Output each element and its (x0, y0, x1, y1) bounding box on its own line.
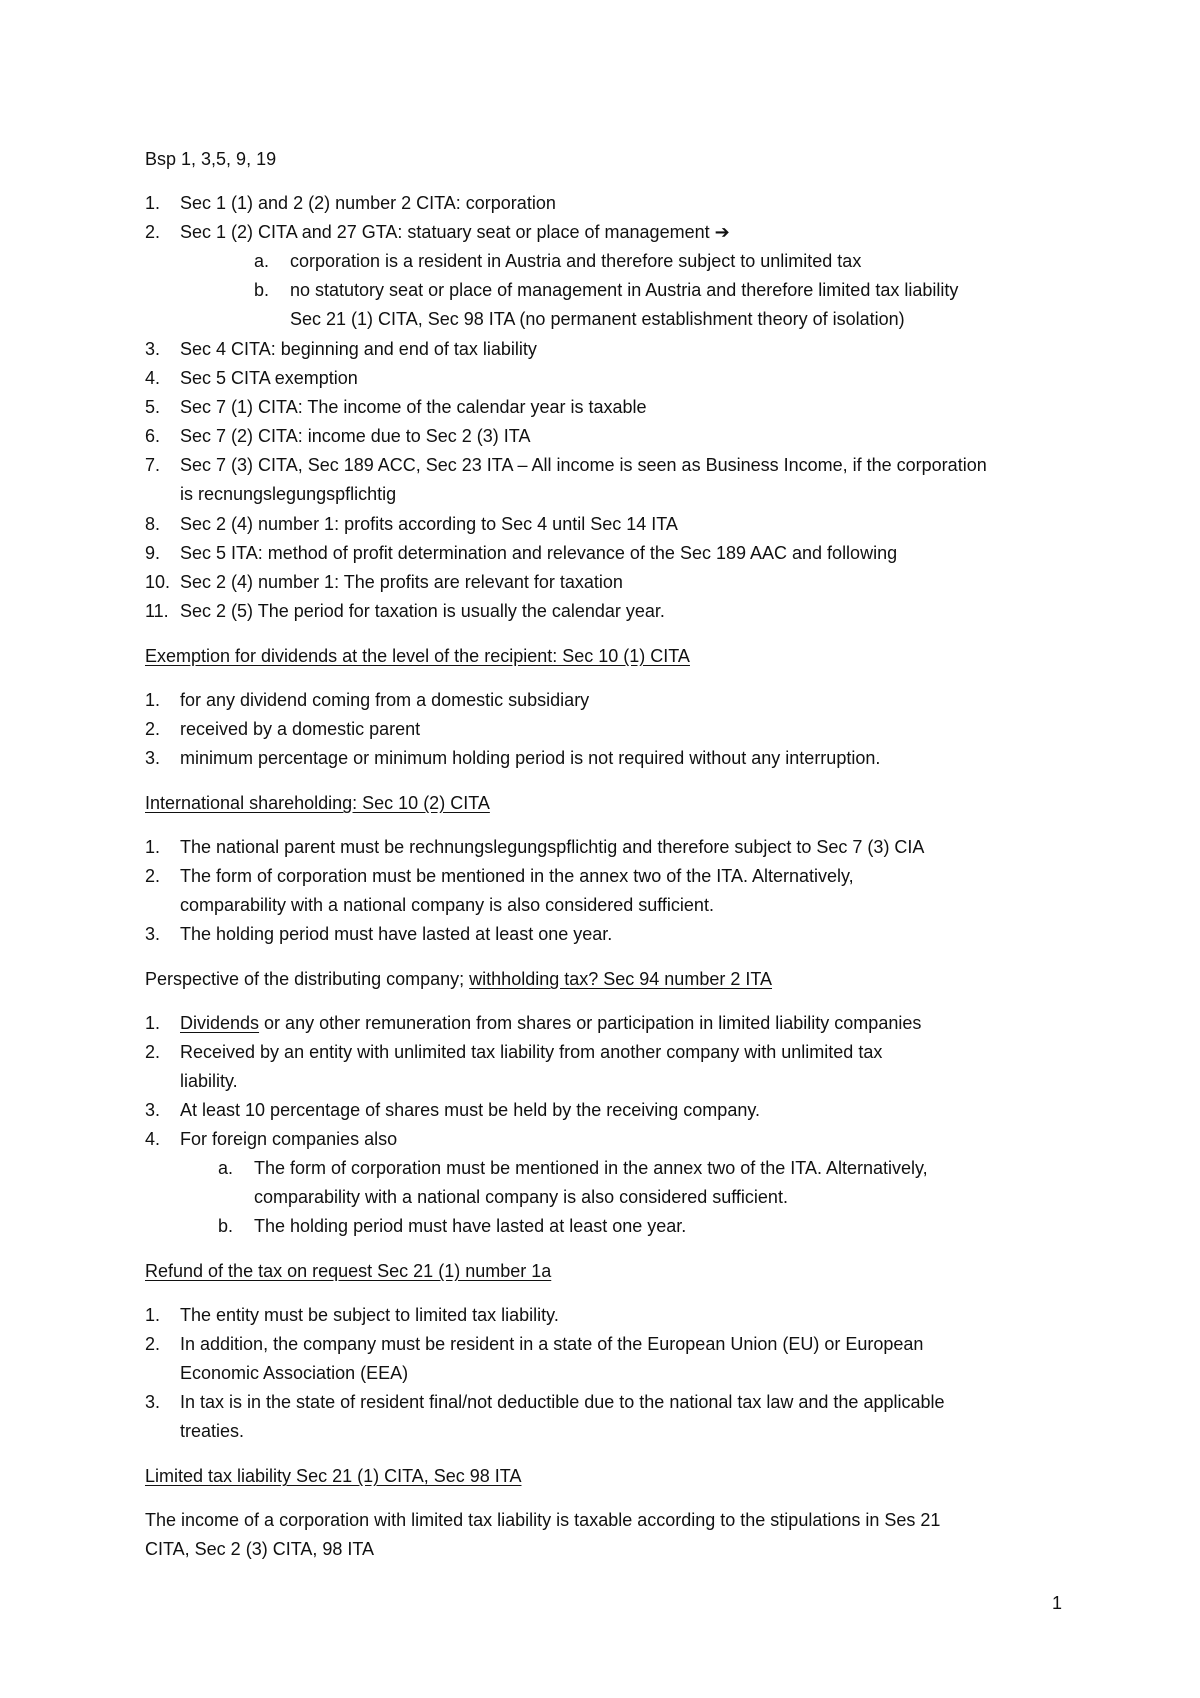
list-item: The holding period must have lasted at least one year. (180, 924, 613, 944)
sublist-letter: a. (218, 1158, 234, 1178)
list-item-continuation: liability. (180, 1071, 238, 1091)
section-heading: International shareholding: Sec 10 (2) CITA (145, 793, 490, 813)
page-number: 1 (1052, 1593, 1063, 1613)
list-number: 3. (145, 1392, 161, 1412)
list-item: The entity must be subject to limited tax liability. (180, 1305, 559, 1325)
list-item: Sec 2 (4) number 1: profits according to Sec 4 until Sec 14 ITA (180, 514, 678, 534)
list-item: Sec 5 CITA exemption (180, 368, 358, 388)
sublist-item: The holding period must have lasted at least one year. (254, 1216, 687, 1236)
list-item-continuation: Economic Association (EEA) (180, 1363, 409, 1383)
section-heading: Limited tax liability Sec 21 (1) CITA, Sec 98 ITA (145, 1466, 522, 1486)
section-heading: Exemption for dividends at the level of the recipient: Sec 10 (1) CITA (145, 646, 690, 666)
list-number: 1. (145, 193, 161, 213)
list-item: Received by an entity with unlimited tax liability from another company with unlimited tax (180, 1042, 883, 1062)
list-number: 3. (145, 748, 161, 768)
list-item: The national parent must be rechnungslegungspflichtig and therefore subject to Sec 7 (3) CIA (180, 837, 925, 857)
sublist-item-continuation: Sec 21 (1) CITA, Sec 98 ITA (no permanent establishment theory of isolation) (290, 309, 905, 329)
list-number: 3. (145, 1100, 161, 1120)
list-number: 11. (145, 601, 169, 621)
list-item: For foreign companies also (180, 1129, 398, 1149)
arrow-right-icon: ➔ (714, 222, 730, 243)
sublist-item: The form of corporation must be mentioned in the annex two of the ITA. Alternatively, (254, 1158, 928, 1178)
list-number: 8. (145, 514, 161, 534)
list-number: 2. (145, 1334, 161, 1354)
sublist-letter: b. (218, 1216, 234, 1236)
list-number: 6. (145, 426, 161, 446)
list-item: Sec 1 (2) CITA and 27 GTA: statuary seat or place of management ➔ (180, 222, 730, 243)
list-item: Sec 2 (4) number 1: The profits are relevant for taxation (180, 572, 623, 592)
list-number: 2. (145, 866, 161, 886)
sublist-letter: b. (254, 280, 270, 300)
list-number: 2. (145, 1042, 161, 1062)
list-number: 3. (145, 339, 161, 359)
list-item-continuation: is recnungslegungspflichtig (180, 484, 397, 504)
list-item: Sec 5 ITA: method of profit determination and relevance of the Sec 189 AAC and following (180, 543, 898, 563)
sublist-item-continuation: comparability with a national company is also considered sufficient. (254, 1187, 788, 1207)
list-item: In addition, the company must be resident in a state of the European Union (EU) or European (180, 1334, 924, 1354)
list-item: In tax is in the state of resident final/not deductible due to the national tax law and the applicable (180, 1392, 945, 1412)
list-number: 7. (145, 455, 161, 475)
list-number: 1. (145, 690, 161, 710)
list-number: 2. (145, 222, 161, 242)
paragraph-line: CITA, Sec 2 (3) CITA, 98 ITA (145, 1539, 375, 1559)
list-number: 1. (145, 1013, 161, 1033)
sublist-item: no statutory seat or place of management in Austria and therefore limited tax liability (290, 280, 959, 300)
list-item: At least 10 percentage of shares must be held by the receiving company. (180, 1100, 760, 1120)
list-item: Sec 1 (1) and 2 (2) number 2 CITA: corporation (180, 193, 556, 213)
sublist-letter: a. (254, 251, 270, 271)
header-line: Bsp 1, 3,5, 9, 19 (145, 149, 277, 169)
list-number: 1. (145, 1305, 161, 1325)
list-number: 9. (145, 543, 161, 563)
list-item: Sec 2 (5) The period for taxation is usually the calendar year. (180, 601, 665, 621)
list-item: Sec 4 CITA: beginning and end of tax liability (180, 339, 537, 359)
list-item-continuation: treaties. (180, 1421, 245, 1441)
list-item: for any dividend coming from a domestic subsidiary (180, 690, 590, 710)
list-item: Sec 7 (2) CITA: income due to Sec 2 (3) ITA (180, 426, 531, 446)
list-item: Sec 7 (1) CITA: The income of the calendar year is taxable (180, 397, 647, 417)
list-item-continuation: comparability with a national company is also considered sufficient. (180, 895, 714, 915)
list-item: Dividends or any other remuneration from shares or participation in limited liability companies (180, 1013, 922, 1033)
list-item: Sec 7 (3) CITA, Sec 189 ACC, Sec 23 ITA – All income is seen as Business Income, if the corporation (180, 455, 987, 475)
list-number: 4. (145, 368, 161, 388)
list-number: 3. (145, 924, 161, 944)
section-heading: Perspective of the distributing company; withholding tax? Sec 94 number 2 ITA (145, 969, 773, 989)
list-number: 5. (145, 397, 161, 417)
list-number: 4. (145, 1129, 161, 1149)
section-heading: Refund of the tax on request Sec 21 (1) number 1a (145, 1261, 552, 1281)
sublist-item: corporation is a resident in Austria and therefore subject to unlimited tax (290, 251, 862, 271)
list-item: minimum percentage or minimum holding period is not required without any interruption. (180, 748, 881, 768)
paragraph-line: The income of a corporation with limited tax liability is taxable according to the stipulations in Ses 21 (145, 1510, 941, 1530)
list-number: 10. (145, 572, 171, 592)
list-number: 2. (145, 719, 161, 739)
list-number: 1. (145, 837, 161, 857)
list-item: The form of corporation must be mentioned in the annex two of the ITA. Alternatively, (180, 866, 854, 886)
list-item: received by a domestic parent (180, 719, 421, 739)
